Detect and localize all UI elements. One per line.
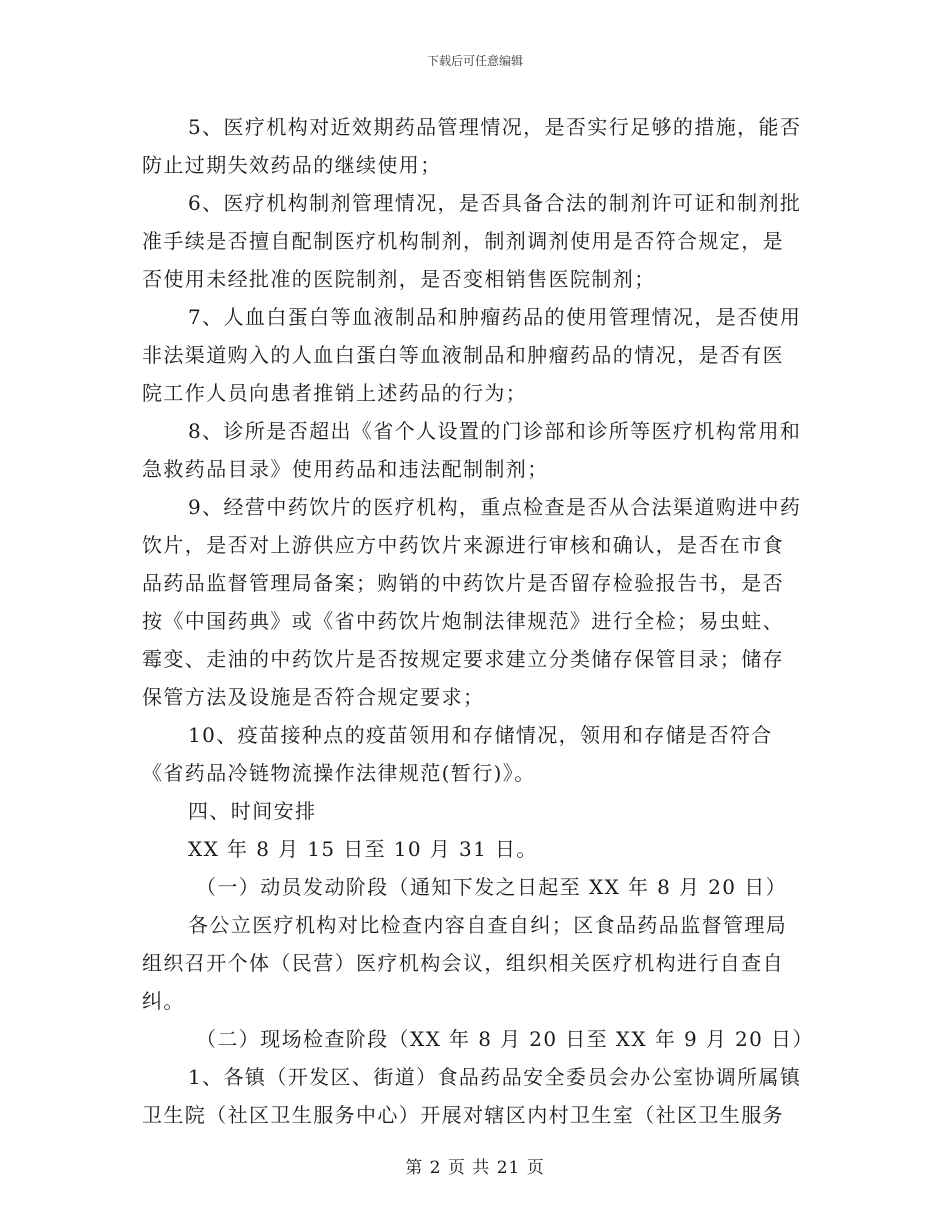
paragraph-line: 《省药品冷链物流操作法律规范(暂行)》。 xyxy=(142,761,536,785)
subsection-heading: （一）动员发动阶段（通知下发之日起至 XX 年 8 月 20 日） xyxy=(196,875,787,899)
paragraph-line: 院工作人员向患者推销上述药品的行为； xyxy=(142,381,528,405)
paragraph-line: 非法渠道购入的人血白蛋白等血液制品和肿瘤药品的情况，是否有医 xyxy=(142,343,784,367)
paragraph-line: 防止过期失效药品的继续使用； xyxy=(142,153,442,177)
paragraph-line: 品药品监督管理局备案；购销的中药饮片是否留存检验报告书，是否 xyxy=(142,571,784,595)
paragraph-line: 各公立医疗机构对比检查内容自查自纠；区食品药品监督管理局 xyxy=(188,913,788,937)
paragraph-line: 纠。 xyxy=(142,989,185,1013)
paragraph-line: 准手续是否擅自配制医疗机构制剂，制剂调剂使用是否符合规定，是 xyxy=(142,229,784,253)
subsection-heading: （二）现场检查阶段（XX 年 8 月 20 日至 XX 年 9 月 20 日） xyxy=(196,1027,814,1051)
paragraph-line: 8、诊所是否超出《省个人设置的门诊部和诊所等医疗机构常用和 xyxy=(188,419,802,443)
paragraph-line: 组织召开个体（民营）医疗机构会议，组织相关医疗机构进行自查自 xyxy=(142,951,784,975)
paragraph-line: 按《中国药典》或《省中药饮片炮制法律规范》进行全检；易虫蛀、 xyxy=(142,609,784,633)
paragraph-line: 7、人血白蛋白等血液制品和肿瘤药品的使用管理情况，是否使用 xyxy=(188,305,802,329)
paragraph-line: 9、经营中药饮片的医疗机构，重点检查是否从合法渠道购进中药 xyxy=(188,495,802,519)
paragraph-line: 急救药品目录》使用药品和违法配制制剂； xyxy=(142,457,549,481)
page-header: 下载后可任意编辑 xyxy=(426,54,523,68)
page-footer: 第 2 页 共 21 页 xyxy=(405,1158,545,1178)
paragraph-line: 饮片，是否对上游供应方中药饮片来源进行审核和确认，是否在市食 xyxy=(142,533,784,557)
section-heading: 四、时间安排 xyxy=(188,799,317,823)
paragraph-line: 10、疫苗接种点的疫苗领用和存储情况，领用和存储是否符合 xyxy=(188,723,773,747)
paragraph-line: XX 年 8 月 15 日至 10 月 31 日。 xyxy=(188,837,538,861)
paragraph-line: 1、各镇（开发区、街道）食品药品安全委员会办公室协调所属镇 xyxy=(188,1065,802,1089)
paragraph-line: 5、医疗机构对近效期药品管理情况，是否实行足够的措施，能否 xyxy=(188,115,802,139)
paragraph-line: 6、医疗机构制剂管理情况，是否具备合法的制剂许可证和制剂批 xyxy=(188,191,802,215)
paragraph-line: 卫生院（社区卫生服务中心）开展对辖区内村卫生室（社区卫生服务 xyxy=(142,1103,784,1127)
paragraph-line: 保管方法及设施是否符合规定要求； xyxy=(142,685,485,709)
paragraph-line: 霉变、走油的中药饮片是否按规定要求建立分类储存保管目录；储存 xyxy=(142,647,784,671)
paragraph-line: 否使用未经批准的医院制剂，是否变相销售医院制剂； xyxy=(142,267,656,291)
document-body xyxy=(142,108,814,1134)
